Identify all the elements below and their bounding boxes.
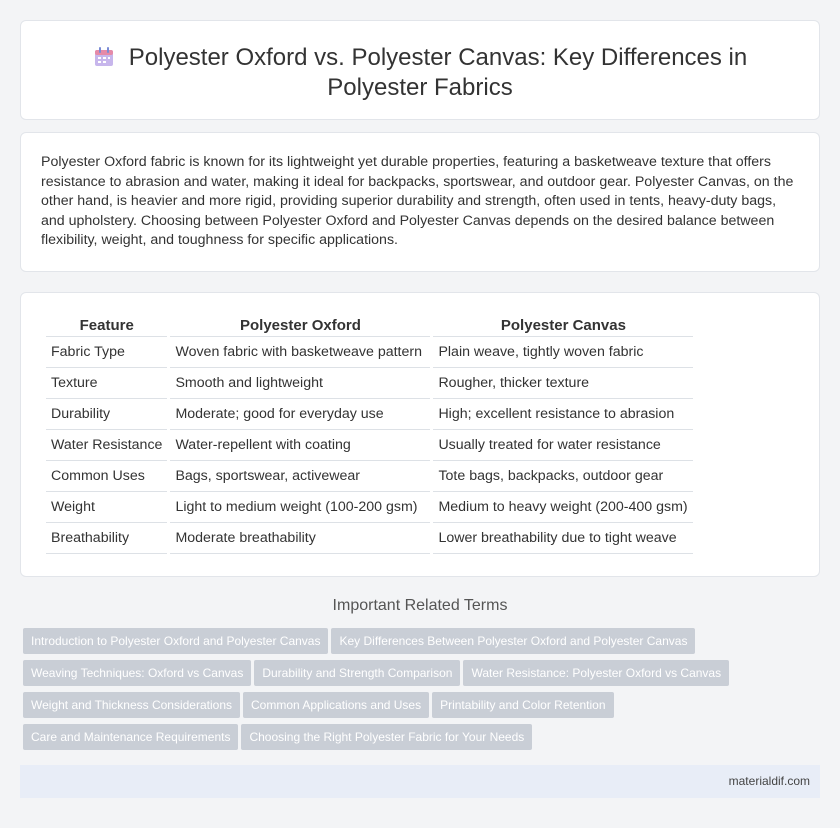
footer [20, 765, 820, 798]
cell-canvas: Usually treated for water resistance [433, 430, 693, 461]
table-row [46, 492, 693, 523]
related-term-link[interactable]: Printability and Color Retention [432, 692, 613, 718]
page-title [21, 43, 819, 103]
related-term-link[interactable]: Weaving Techniques: Oxford vs Canvas [23, 660, 251, 686]
related-term-link[interactable]: Water Resistance: Polyester Oxford vs Canvas [463, 660, 729, 686]
related-term-link[interactable]: Durability and Strength Comparison [254, 660, 460, 686]
calendar-icon [93, 46, 115, 68]
cell-canvas: Lower breathability due to tight weave [433, 523, 693, 554]
cell-oxford: Light to medium weight (100-200 gsm) [170, 492, 430, 523]
cell-oxford: Moderate breathability [170, 523, 430, 554]
cell-oxford: Bags, sportswear, activewear [170, 461, 430, 492]
related-term-link[interactable]: Common Applications and Uses [243, 692, 429, 718]
cell-canvas: Medium to heavy weight (200-400 gsm) [433, 492, 693, 523]
cell-oxford: Moderate; good for everyday use [170, 399, 430, 430]
cell-feature: Breathability [46, 523, 167, 554]
related-term-link[interactable]: Key Differences Between Polyester Oxford and Polyester Canvas [331, 628, 695, 654]
intro-card [20, 132, 820, 272]
related-term-link[interactable]: Weight and Thickness Considerations [23, 692, 240, 718]
intro-paragraph: Polyester Oxford fabric is known for its lightweight yet durable properties, featuring a basketweave texture that offers resistance to abrasion and water, making it ideal for backpacks, sportswear, and outdoor gear. Polyester Canvas, on the other hand, is heavier and more rigid, providing superior durability and strength, often used in tents, heavy-duty bags, and upholstery. Choosing between Polyester Oxford and Polyester Canvas depends on the desired balance between flexibility, weight, and toughness for specific applications. [41, 154, 794, 248]
comparison-table-card [20, 292, 820, 577]
table-row [46, 399, 693, 430]
cell-feature: Durability [46, 399, 167, 430]
table-row [46, 430, 693, 461]
related-terms-heading: Important Related Terms [332, 597, 508, 614]
cell-feature: Texture [46, 368, 167, 399]
title-text: Polyester Oxford vs. Polyester Canvas: Key Differences in Polyester Fabrics [128, 44, 748, 101]
table-header-row [46, 315, 693, 337]
header-polyester-canvas: Polyester Canvas [433, 315, 693, 337]
cell-canvas: Plain weave, tightly woven fabric [433, 337, 693, 368]
table-row [46, 337, 693, 368]
cell-feature: Water Resistance [46, 430, 167, 461]
related-term-link[interactable]: Choosing the Right Polyester Fabric for Your Needs [241, 724, 532, 750]
table-row [46, 461, 693, 492]
cell-oxford: Water-repellent with coating [170, 430, 430, 461]
footer-site-link[interactable]: materialdif.com [728, 774, 810, 788]
header-feature: Feature [46, 315, 167, 337]
cell-feature: Common Uses [46, 461, 167, 492]
cell-canvas: Rougher, thicker texture [433, 368, 693, 399]
cell-canvas: High; excellent resistance to abrasion [433, 399, 693, 430]
cell-oxford: Woven fabric with basketweave pattern [170, 337, 430, 368]
cell-canvas: Tote bags, backpacks, outdoor gear [433, 461, 693, 492]
related-term-link[interactable]: Care and Maintenance Requirements [23, 724, 238, 750]
comparison-table [43, 315, 696, 554]
header-polyester-oxford: Polyester Oxford [170, 315, 430, 337]
cell-feature: Weight [46, 492, 167, 523]
cell-feature: Fabric Type [46, 337, 167, 368]
table-row [46, 368, 693, 399]
cell-oxford: Smooth and lightweight [170, 368, 430, 399]
title-card [20, 20, 820, 120]
related-term-link[interactable]: Introduction to Polyester Oxford and Polyester Canvas [23, 628, 328, 654]
related-terms-list [23, 628, 823, 756]
table-row [46, 523, 693, 554]
